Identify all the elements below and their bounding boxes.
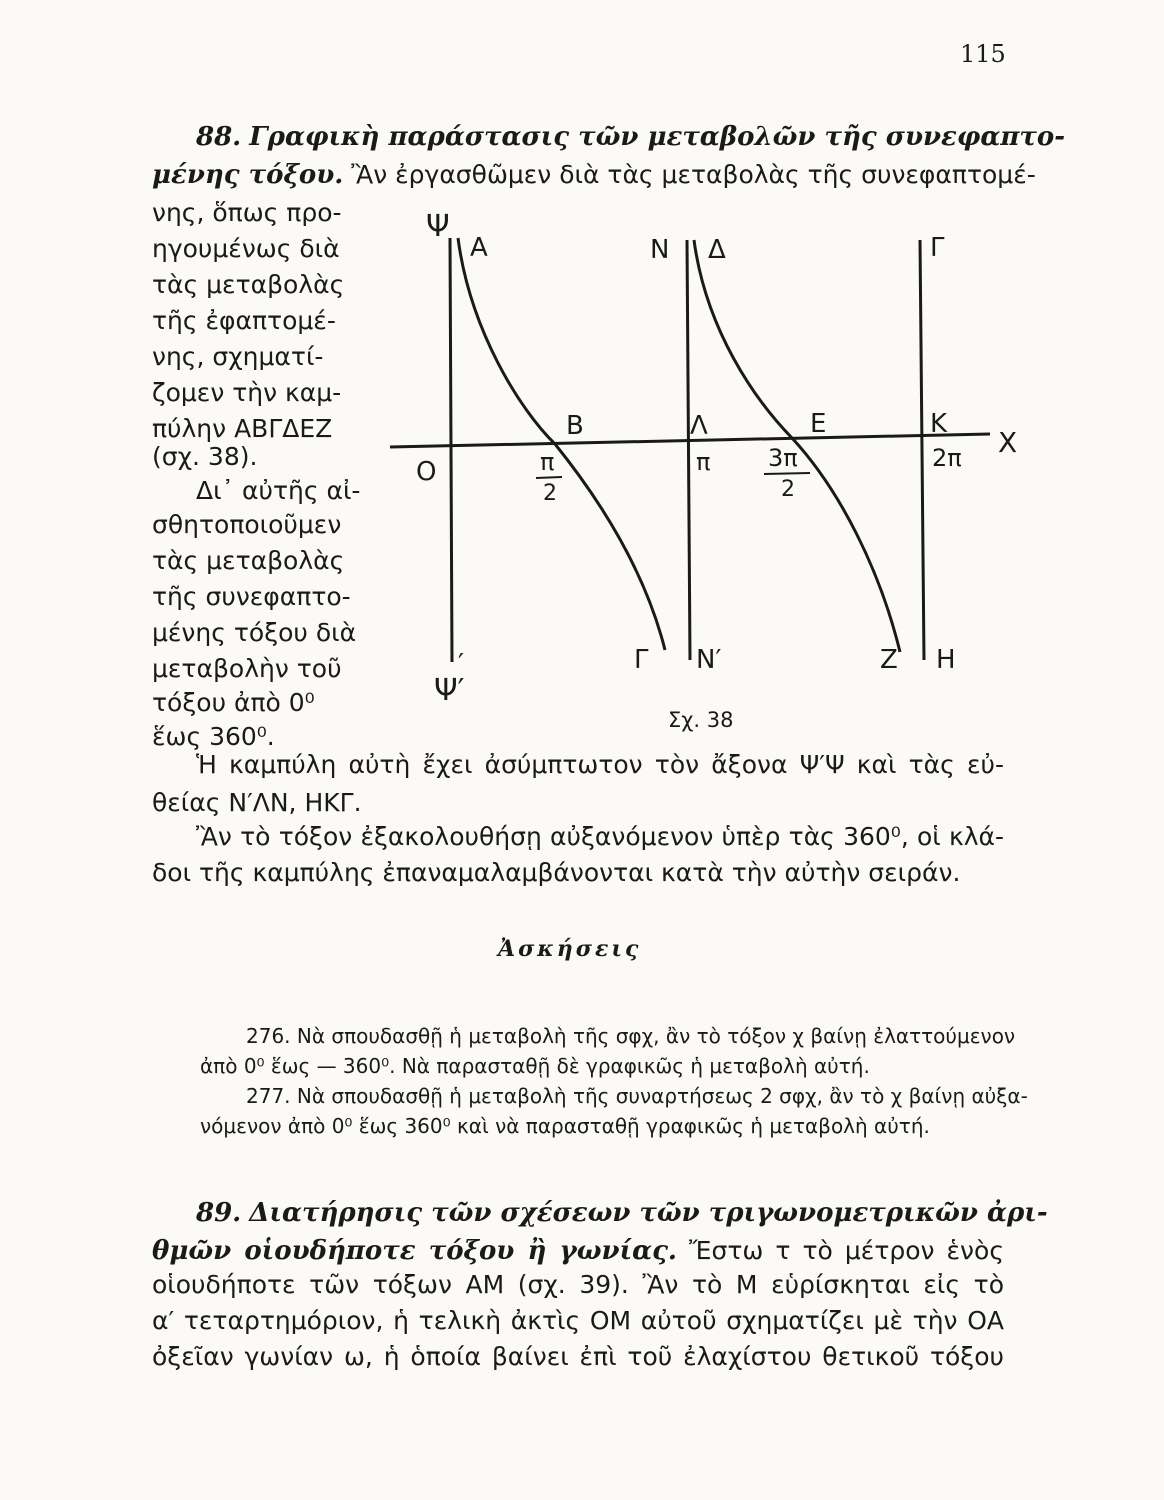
body-line: θείας Ν′ΛΝ, ΗΚΓ. (152, 788, 362, 817)
side-line: ἕως 360⁰. (152, 722, 275, 751)
label-three-pi-half-den: 2 (781, 477, 795, 502)
side-line: ηγουμένως διὰ (152, 234, 340, 263)
label-beta: Β (566, 411, 584, 441)
section-89-title-part2: θμῶν οἱουδήποτε τόξου ἢ γωνίας. (152, 1236, 677, 1266)
section-88-title-part1: Γραφικὴ παράστασις τῶν μεταβολῶν τῆς συνεφαπτο- (249, 122, 1066, 152)
label-eta: Η (936, 645, 956, 675)
body-line: ὀξεῖαν γωνίαν ω, ἡ ὁποία βαίνει ἐπὶ τοῦ ἐλαχίστου θετικοῦ τόξου (152, 1342, 1004, 1371)
figure-38 (0, 0, 1164, 740)
side-line: τόξου ἀπὸ 0⁰ (152, 688, 315, 717)
body-line: α′ τεταρτημόριον, ἡ τελικὴ ἀκτὶς ΟΜ αὐτοῦ σχηματίζει μὲ τὴν ΟΑ (152, 1306, 1004, 1335)
psi-axis (450, 238, 452, 662)
label-psi-prime: Ψ′ (434, 673, 465, 708)
n-asymptote (687, 240, 690, 660)
section-88-number: 88. (196, 122, 242, 152)
side-line: πύλην ΑΒΓΔΕΖ (152, 414, 333, 443)
label-pi-half-num: π (540, 448, 555, 476)
label-nu-prime: Ν′ (696, 645, 722, 675)
side-line: ζομεν τὴν καμ- (152, 378, 342, 407)
three-pi-half-fraction-bar (764, 473, 810, 474)
label-prime-mark: ′ (458, 649, 464, 679)
section-88-first-line-rest: Ἂν ἐργασθῶμεν διὰ τὰς μεταβολὰς τῆς συνεφαπτομέ- (351, 160, 1036, 189)
page-number: 115 (960, 40, 1006, 68)
body-line: δοι τῆς καμπύλης ἐπαναμαλαμβάνονται κατὰ τὴν αὐτὴν σειράν. (152, 858, 961, 887)
exercise-line: 277. Νὰ σπουδασθῇ ἡ μεταβολὴ τῆς συναρτήσεως 2 σφχ, ἂν τὸ χ βαίνῃ αὐξα- (246, 1084, 1028, 1108)
section-89-title-part1: Διατήρησις τῶν σχέσεων τῶν τριγωνομετρικῶν ἀρι- (249, 1198, 1048, 1228)
side-line: νης, σχηματί- (152, 342, 324, 371)
exercise-line: 276. Νὰ σπουδασθῇ ἡ μεταβολὴ τῆς σφχ, ἂν τὸ τόξον χ βαίνῃ ἐλαττούμενον (246, 1024, 1016, 1048)
section-89-heading-line1 (196, 1196, 1048, 1230)
side-line: (σχ. 38). (152, 442, 258, 471)
label-lambda: Λ (690, 411, 708, 441)
exercises-title: Ἀσκήσεις (498, 936, 642, 962)
label-origin: Ο (416, 457, 437, 487)
label-alpha: Α (470, 233, 488, 263)
label-two-pi: 2π (932, 444, 962, 472)
pi-half-fraction-bar (536, 477, 562, 478)
label-psi: Ψ (426, 209, 450, 244)
body-line: οἱουδήποτε τῶν τόξων ΑΜ (σχ. 39). Ἂν τὸ Μ εὑρίσκηται εἰς τὸ (152, 1270, 1004, 1299)
label-three-pi-half-num: 3π (768, 444, 798, 472)
label-kappa: Κ (930, 409, 948, 439)
exercise-line: ἀπὸ 0⁰ ἕως — 360⁰. Νὰ παρασταθῇ δὲ γραφικῶς ἡ μεταβολὴ αὐτή. (200, 1054, 870, 1078)
label-gamma-bottom: Γ (634, 645, 649, 675)
side-line: τὰς μεταβολὰς (152, 546, 345, 575)
label-nu: Ν (650, 235, 670, 265)
body-line: Ἂν τὸ τόξον ἐξακολουθήσῃ αὐξανόμενον ὑπὲρ τὰς 360⁰, οἱ κλά- (196, 822, 1004, 851)
section-88-title-part2: μένης τόξου. (152, 160, 344, 190)
side-line: σθητοποιοῦμεν (152, 510, 342, 539)
label-delta: Δ (708, 235, 726, 265)
section-89-heading-line2 (152, 1234, 1004, 1268)
figure-38-caption: Σχ. 38 (668, 708, 734, 732)
label-gamma-top: Γ (930, 233, 945, 263)
side-line: τῆς ἐφαπτομέ- (152, 306, 336, 335)
label-zeta: Ζ (880, 645, 898, 675)
section-89-number: 89. (196, 1198, 242, 1228)
body-line: Ἡ καμπύλη αὐτὴ ἔχει ἀσύμπτωτον τὸν ἄξονα Ψ′Ψ καὶ τὰς εὐ- (196, 750, 1004, 779)
side-line: μεταβολὴν τοῦ (152, 654, 342, 683)
side-line: Δι᾽ αὐτῆς αἰ- (196, 476, 361, 505)
section-89-line2-rest: Ἔστω τ τὸ μέτρον ἑνὸς (689, 1236, 1004, 1265)
side-line: νης, ὅπως προ- (152, 198, 342, 227)
hk-asymptote (920, 240, 924, 660)
exercise-line: νόμενον ἀπὸ 0⁰ ἕως 360⁰ καὶ νὰ παρασταθῇ γραφικῶς ἡ μεταβολὴ αὐτή. (200, 1114, 930, 1138)
label-epsilon: Ε (810, 409, 827, 439)
label-pi: π (696, 448, 711, 476)
side-line: μένης τόξου διὰ (152, 618, 357, 647)
side-line: τῆς συνεφαπτο- (152, 582, 351, 611)
label-pi-half-den: 2 (543, 481, 557, 506)
label-x: Χ (998, 426, 1018, 459)
side-line: τὰς μεταβολὰς (152, 270, 345, 299)
